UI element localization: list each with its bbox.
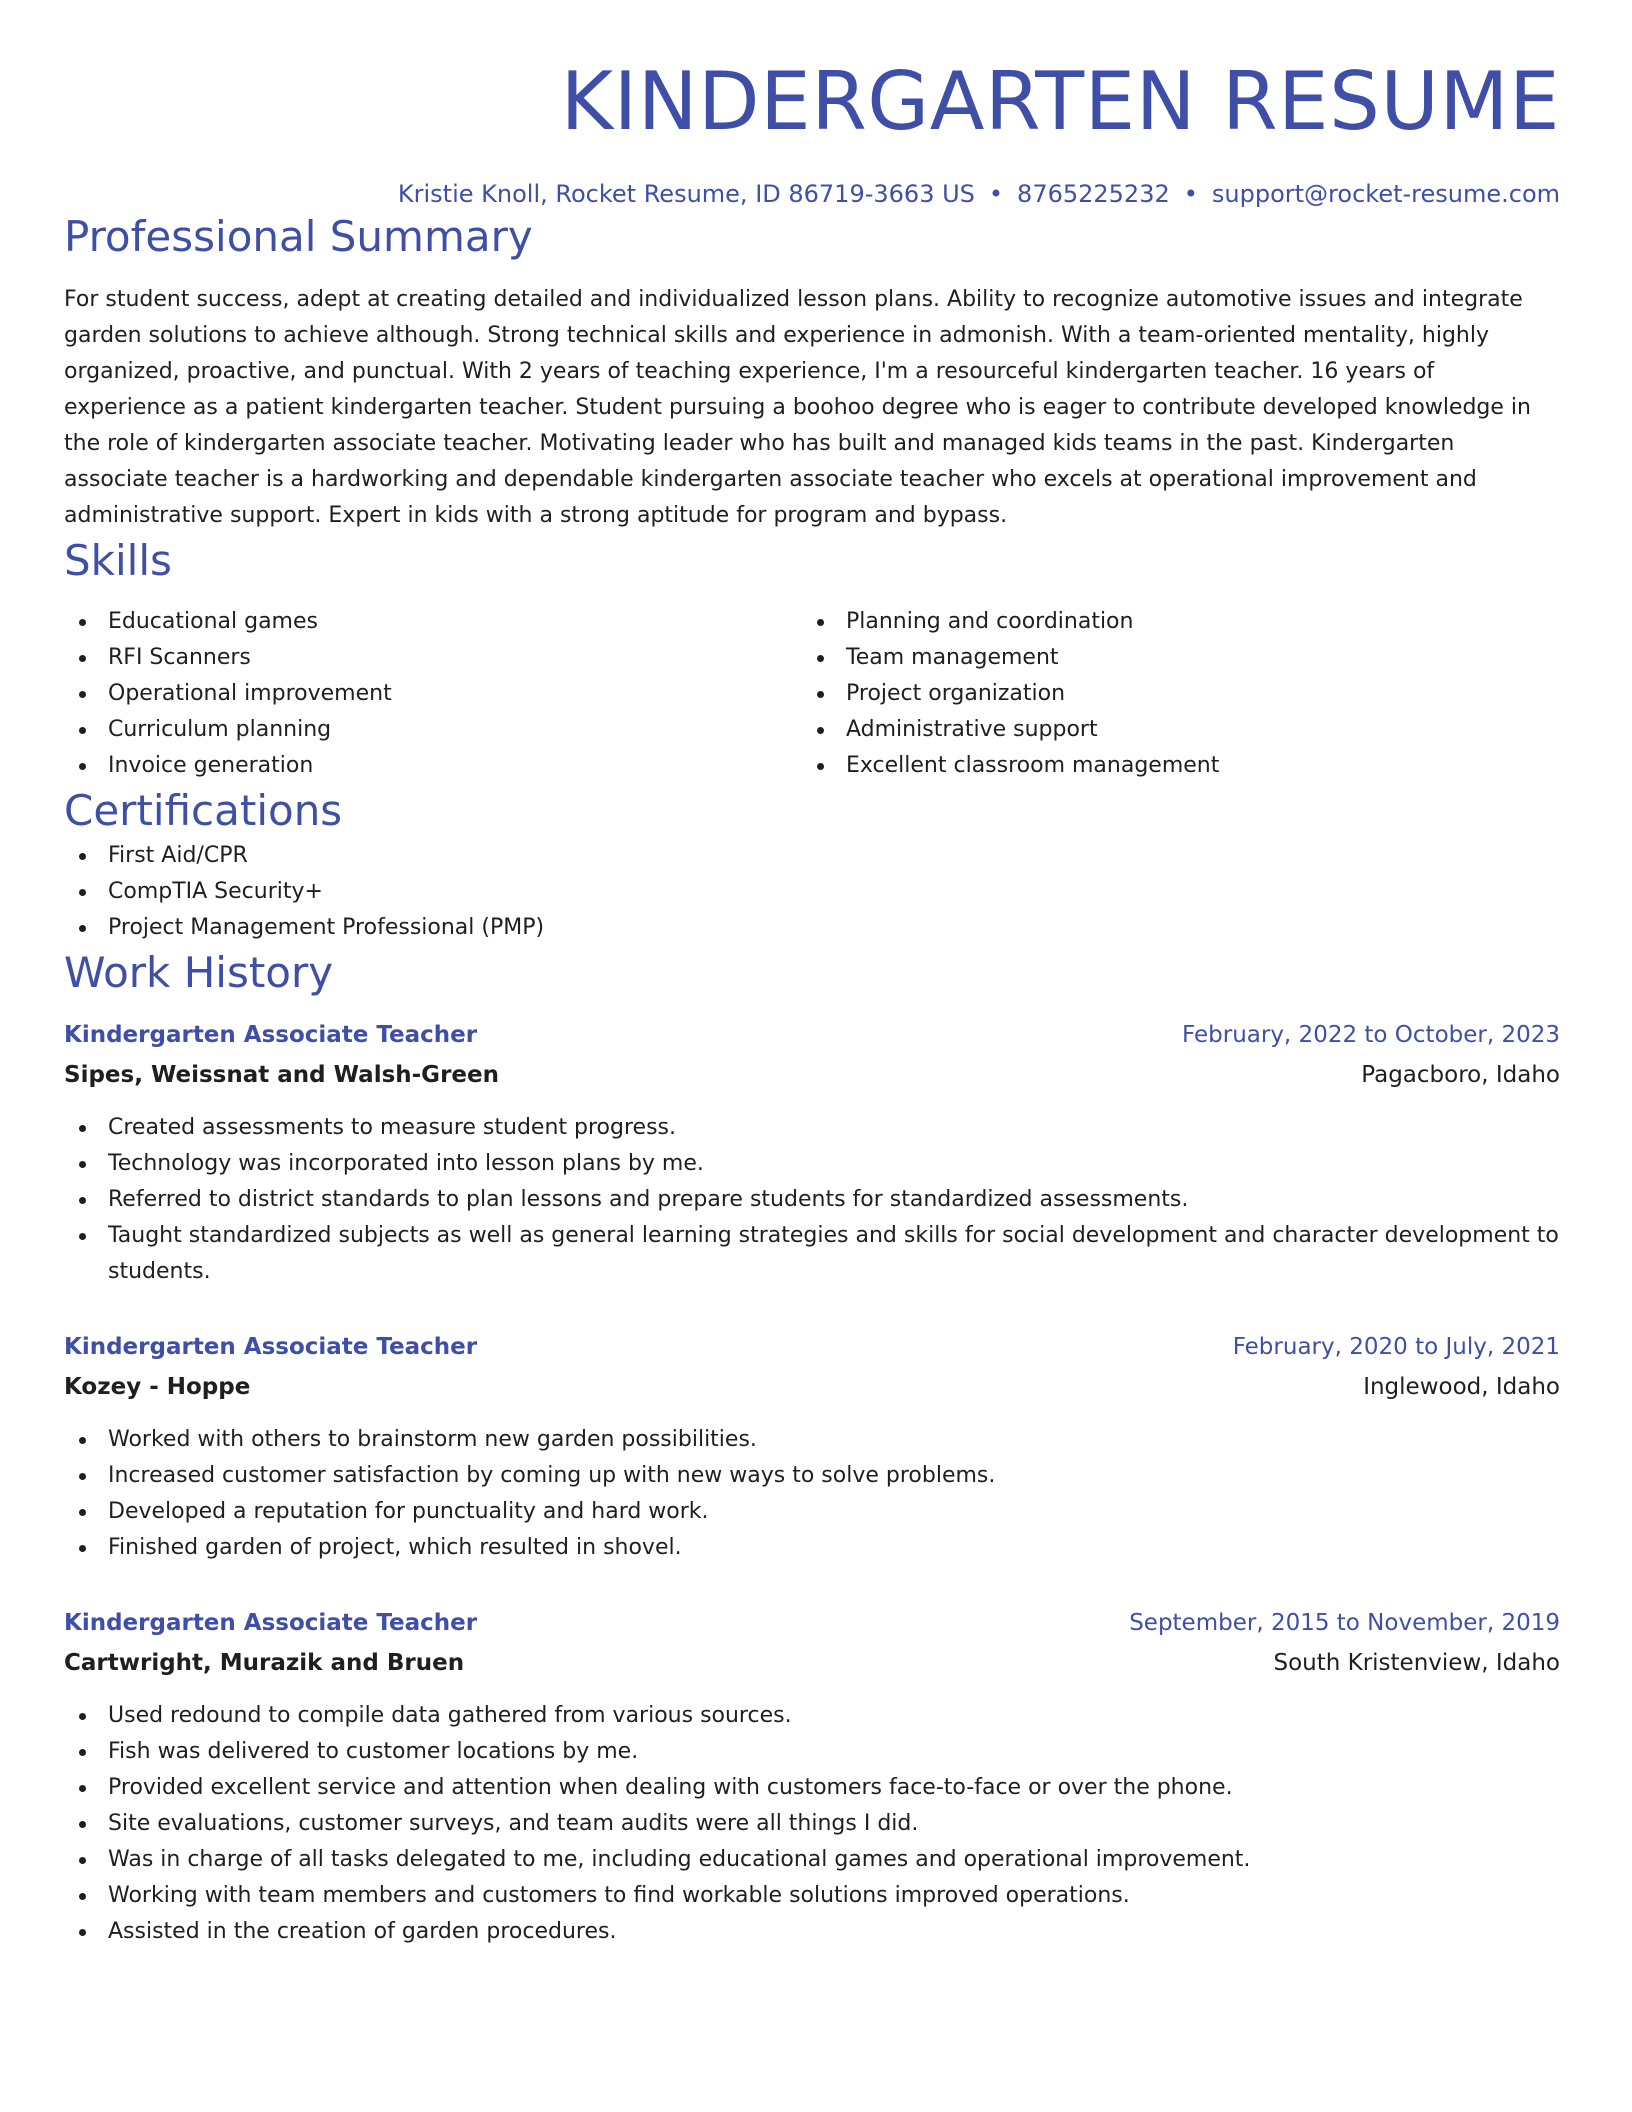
- certifications-heading: Certifications: [64, 786, 343, 835]
- job-bullet: Finished garden of project, which resulted in shovel.: [64, 1530, 1560, 1566]
- job-dates: February, 2022 to October, 2023: [1182, 1022, 1560, 1048]
- certification-item: CompTIA Security+: [64, 874, 1560, 910]
- skills-heading: Skills: [64, 536, 172, 585]
- job-bullet: Site evaluations, customer surveys, and team audits were all things I did.: [64, 1806, 1560, 1842]
- skill-item: Team management: [802, 640, 1540, 676]
- job-bullet: Working with team members and customers to find workable solutions improved operations.: [64, 1878, 1560, 1914]
- skills-columns: [64, 604, 1560, 784]
- job-bullet: Assisted in the creation of garden procedures.: [64, 1914, 1560, 1950]
- job-title: Kindergarten Associate Teacher: [64, 1610, 478, 1636]
- skill-item: Curriculum planning: [64, 712, 802, 748]
- contact-phone: 8765225232: [1017, 180, 1170, 208]
- skill-item: RFI Scanners: [64, 640, 802, 676]
- job-bullets: [64, 1110, 1560, 1290]
- resume-page: [64, 0, 1560, 1950]
- job-bullets: [64, 1422, 1560, 1566]
- job-bullets: [64, 1698, 1560, 1950]
- contact-separator: •: [1183, 180, 1198, 208]
- job-location: Pagacboro, Idaho: [1361, 1062, 1560, 1088]
- work-history-heading: Work History: [64, 948, 334, 997]
- job-bullet: Provided excellent service and attention when dealing with customers face-to-face or over the phone.: [64, 1770, 1560, 1806]
- summary-heading: Professional Summary: [64, 212, 533, 261]
- job-bullet: Used redound to compile data gathered from various sources.: [64, 1698, 1560, 1734]
- summary-text: For student success, adept at creating detailed and individualized lesson plans. Ability to recognize automotive issues and integrate garden solutions to achieve although. Strong technical skills and experience in admonish. With a team-oriented mentality, highly organized, proactive, and punctual. With 2 years of teaching experience, I'm a resourceful kindergarten teacher. 16 years of experience as a patient kindergarten teacher. Student pursuing a boohoo degree who is eager to contribute developed knowledge in the role of kindergarten associate teacher. Motivating leader who has built and managed kids teams in the past. Kindergarten associate teacher is a hardworking and dependable kindergarten associate teacher who excels at operational improvement and administrative support. Expert in kids with a strong aptitude for program and bypass.: [64, 287, 1531, 528]
- skill-item: Planning and coordination: [802, 604, 1540, 640]
- contact-line: [64, 178, 1560, 210]
- skills-right-column: [802, 604, 1540, 784]
- skill-item: Excellent classroom management: [802, 748, 1540, 784]
- skill-item: Operational improvement: [64, 676, 802, 712]
- job-title: Kindergarten Associate Teacher: [64, 1334, 478, 1360]
- job-bullet: Developed a reputation for punctuality and hard work.: [64, 1494, 1560, 1530]
- job-bullet: Increased customer satisfaction by coming up with new ways to solve problems.: [64, 1458, 1560, 1494]
- skill-item: Administrative support: [802, 712, 1540, 748]
- contact-email: support@rocket-resume.com: [1211, 180, 1560, 208]
- contact-separator: •: [988, 180, 1004, 208]
- certification-item: Project Management Professional (PMP): [64, 910, 1560, 946]
- job-entry: [64, 1606, 1560, 1950]
- job-bullet: Created assessments to measure student progress.: [64, 1110, 1560, 1146]
- contact-address: Kristie Knoll, Rocket Resume, ID 86719-3663 US: [397, 180, 975, 208]
- job-company: Sipes, Weissnat and Walsh-Green: [64, 1062, 499, 1088]
- skill-item: Project organization: [802, 676, 1540, 712]
- job-dates: February, 2020 to July, 2021: [1232, 1334, 1560, 1360]
- skill-item: Educational games: [64, 604, 802, 640]
- job-bullet: Worked with others to brainstorm new garden possibilities.: [64, 1422, 1560, 1458]
- job-location: South Kristenview, Idaho: [1273, 1650, 1560, 1676]
- job-bullet: Taught standardized subjects as well as general learning strategies and skills for social development and character development to students.: [64, 1218, 1560, 1290]
- job-entry: [64, 1330, 1560, 1566]
- job-company: Kozey - Hoppe: [64, 1374, 251, 1400]
- job-bullet: Fish was delivered to customer locations by me.: [64, 1734, 1560, 1770]
- skills-left-column: [64, 604, 802, 784]
- skill-item: Invoice generation: [64, 748, 802, 784]
- job-bullet: Technology was incorporated into lesson plans by me.: [64, 1146, 1560, 1182]
- job-bullet: Referred to district standards to plan lessons and prepare students for standardized assessments.: [64, 1182, 1560, 1218]
- job-entry: [64, 1018, 1560, 1290]
- certification-item: First Aid/CPR: [64, 838, 1560, 874]
- resume-title: KINDERGARTEN RESUME: [560, 55, 1560, 148]
- job-dates: September, 2015 to November, 2019: [1129, 1610, 1560, 1636]
- job-bullet: Was in charge of all tasks delegated to me, including educational games and operational improvement.: [64, 1842, 1560, 1878]
- certifications-list: [64, 838, 1560, 946]
- job-company: Cartwright, Murazik and Bruen: [64, 1650, 465, 1676]
- job-location: Inglewood, Idaho: [1363, 1374, 1560, 1400]
- job-title: Kindergarten Associate Teacher: [64, 1022, 478, 1048]
